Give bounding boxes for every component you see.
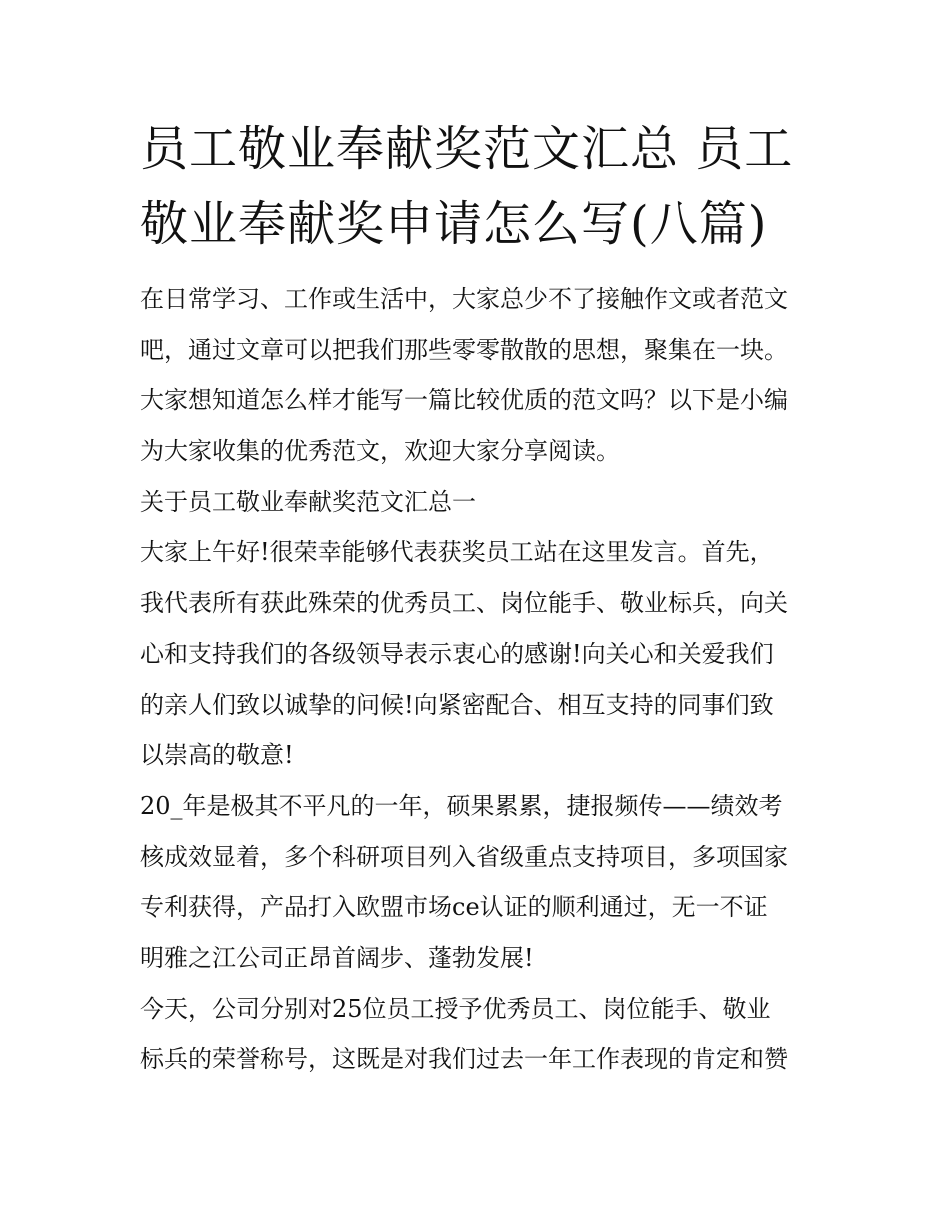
intro-line-3: 大家想知道怎么样才能写一篇比较优质的范文吗？以下是小编 — [140, 386, 788, 415]
intro-line-4: 为大家收集的优秀范文，欢迎大家分享阅读。 — [140, 437, 620, 466]
speech-line-3: 心和支持我们的各级领导表示衷心的感谢!向关心和关爱我们 — [140, 639, 774, 668]
speech-line-4: 的亲人们致以诚挚的问候!向紧密配合、相互支持的同事们致 — [140, 690, 774, 719]
document-page — [140, 112, 820, 1085]
speech-line-9: 明雅之江公司正昂首阔步、蓬勃发展! — [140, 943, 534, 972]
speech-line-6: 20_年是极其不平凡的一年，硕果累累，捷报频传——绩效考 — [140, 791, 783, 820]
title-line-1: 员工敬业奉献奖范文汇总 员工 — [140, 121, 794, 177]
speech-line-8: 专利获得，产品打入欧盟市场ce认证的顺利通过，无一不证 — [140, 893, 768, 922]
section-heading: 关于员工敬业奉献奖范文汇总一 — [140, 487, 476, 516]
speech-line-5: 以崇高的敬意! — [140, 741, 294, 770]
document-title — [140, 112, 820, 262]
document-body — [140, 274, 820, 1085]
intro-line-2: 吧，通过文章可以把我们那些零零散散的思想，聚集在一块。 — [140, 335, 788, 364]
speech-line-2: 我代表所有获此殊荣的优秀员工、岗位能手、敬业标兵，向关 — [140, 589, 788, 618]
speech-line-1: 大家上午好!很荣幸能够代表获奖员工站在这里发言。首先， — [140, 538, 774, 567]
title-line-2: 敬业奉献奖申请怎么写(八篇) — [140, 196, 768, 252]
intro-line-1: 在日常学习、工作或生活中，大家总少不了接触作文或者范文 — [140, 285, 788, 313]
speech-line-7: 核成效显着，多个科研项目列入省级重点支持项目，多项国家 — [140, 842, 788, 871]
speech-line-11: 标兵的荣誉称号，这既是对我们过去一年工作表现的肯定和赞 — [140, 1045, 788, 1074]
speech-line-10: 今天，公司分别对25位员工授予优秀员工、岗位能手、敬业 — [140, 994, 771, 1023]
